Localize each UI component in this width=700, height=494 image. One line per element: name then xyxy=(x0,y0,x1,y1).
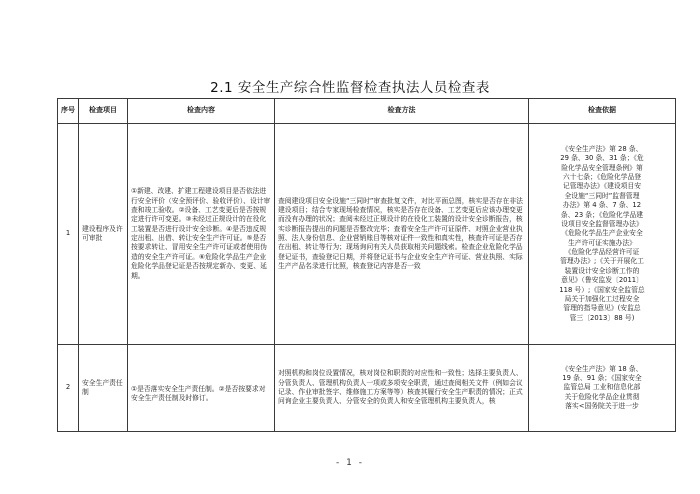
basis-line: 19 条、91 条；《国家安全 xyxy=(562,373,642,382)
row-method: 查阅建设项目安全设施“三同时”审查批复文件，对比平面总图，核实是否存在非法建设项目；结合专家现场检查情况，核实是否存在设备、工艺变更后应该办理变更而没有办理的状况；查阅未经过正规设计的在役化工装置的设计安全诊断报告，核实诊断报告提出的问题是否整改完毕；查看安全生产许可证原件、对照企业营业执照、法人身份信息、企业营销账目等核对证件一致性和真实性，核查许可证是否存在出租、转让等行为；现场询问有关人员获取相关问题线索。检查企业危险化学品登记证书，查验登记日期，并将登记证书与企业安全生产许可证、营业执照、实际生产产品名录进行比照，核查登记内容是否一致 xyxy=(275,124,529,345)
basis-line: 落实<国务院关于进一步 xyxy=(565,402,639,411)
basis-line: 办法》第 4 条、7 条、12 xyxy=(562,201,642,210)
basis-line: 《安全生产法》第 18 条、 xyxy=(561,364,643,373)
basis-line: 设项目安全监督管理办法》 xyxy=(561,219,643,228)
basis-line: 《安全生产法》第 28 条、 xyxy=(561,144,643,153)
page-number: - 1 - xyxy=(336,458,364,468)
table-row xyxy=(58,124,676,345)
basis-line: 29 条、30 条、31 条；《危 xyxy=(560,154,644,163)
basis-line: 全设施“三同时”监督管理 xyxy=(564,191,640,200)
table-row xyxy=(58,345,676,432)
row-basis xyxy=(529,345,676,432)
header-item: 检查项目 xyxy=(79,99,128,124)
basis-line: 装置设计安全诊断工作的 xyxy=(564,266,640,275)
row-number: 1 xyxy=(58,124,79,345)
row-number: 2 xyxy=(58,345,79,432)
header-method: 检查方法 xyxy=(275,99,529,124)
header-content: 检查内容 xyxy=(128,99,275,124)
basis-line: 条、23 条；《危险化学品建 xyxy=(560,210,644,219)
basis-line: 生产许可证实施办法》 xyxy=(568,238,636,247)
basis-line: 意见》（鲁安监发〔2011〕 xyxy=(561,276,643,285)
row-content: ①新建、改建、扩建工程建设项目是否依法进行安全评价（安全预评价、验收评价）、设计审查和竣工验收。②设备、工艺变更后是否按规定进行许可变更。③未经过正规设计的在役化工装置是否进行设计安全诊断。④是否违反规定出租、出借、转让安全生产许可证。⑤是否按要求转让、冒用安全生产许可证或者使用伪造的安全生产许可证。⑥危险化学品生产企业危险化学品登记证是否按规定新办、变更、延期。 xyxy=(128,124,275,345)
basis-line: 险化学品安全管理条例》第 xyxy=(561,163,643,172)
row-method: 对照机构和岗位设置情况，核对岗位和职责的对应性和一致性；选择主要负责人、分管负责人、管理机构负责人一项或多项安全职责，通过查阅相关文件（例如会议记录、作业审批签字、维修施工方案等等）核查其履行安全生产职责的情况；正式问询企业主要负责人、分管安全的负责人和安全管理机构主要负责人，核 xyxy=(275,345,529,432)
basis-line: 管理的指导意见》(安监总 xyxy=(563,304,641,313)
row-content: ①是否落实安全生产责任制。②是否按要求对安全生产责任制及时修订。 xyxy=(128,345,275,432)
row-item: 建设程序及许可审批 xyxy=(79,124,128,345)
basis-line: 关于危险化学品企业贯彻 xyxy=(564,392,640,401)
basis-line: 局关于加强化工过程安全 xyxy=(564,294,640,303)
basis-line: 六十七条；《危险化学品登 xyxy=(562,173,642,182)
page-title: 2.1 安全生产综合性监督检查执法人员检查表 xyxy=(210,80,490,96)
header-no: 序号 xyxy=(58,99,79,124)
row-basis xyxy=(529,124,676,345)
basis-line: 监管总局 工业和信息化部 xyxy=(563,383,641,392)
table-header-row xyxy=(58,99,676,124)
inspection-table xyxy=(57,98,676,432)
basis-line: 管理办法》;《关于开展化工 xyxy=(560,257,644,266)
basis-line: 记管理办法》《建设项目安 xyxy=(562,182,642,191)
basis-line: 118 号）;《国家安全监管总 xyxy=(559,285,645,294)
basis-line: 《危险化学品生产企业安全 xyxy=(561,229,643,238)
basis-line: 管三〔2013〕88 号) xyxy=(569,313,635,322)
row-item: 安全生产责任制 xyxy=(79,345,128,432)
basis-line: 《危险化学品经营许可证 xyxy=(564,248,640,257)
header-basis: 检查依据 xyxy=(529,99,676,124)
